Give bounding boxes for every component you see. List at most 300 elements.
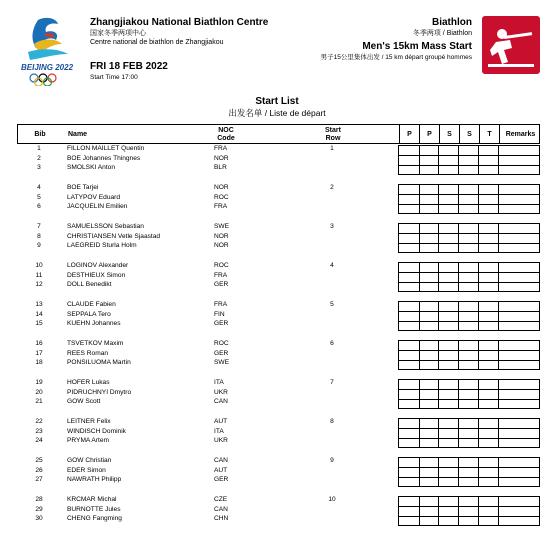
result-box-cell bbox=[438, 439, 458, 447]
venue-name-cn: 国家冬季两项中心 bbox=[90, 30, 146, 37]
result-box-cell bbox=[498, 419, 539, 428]
athlete-bib: 14 bbox=[35, 310, 43, 318]
result-box-cell bbox=[438, 166, 458, 174]
result-box-cell bbox=[399, 390, 419, 398]
athlete-bib: 6 bbox=[37, 203, 41, 211]
col-standing-1: S bbox=[439, 125, 459, 144]
result-box-cell bbox=[438, 419, 458, 428]
result-box-cell bbox=[498, 458, 539, 467]
result-box-cell bbox=[478, 156, 498, 164]
athlete-noc: GER bbox=[214, 349, 229, 357]
result-box-cell bbox=[399, 166, 419, 174]
result-box-cell bbox=[498, 312, 539, 320]
athlete-noc: NOR bbox=[214, 242, 229, 250]
result-boxes bbox=[398, 184, 540, 214]
result-box-row bbox=[399, 399, 539, 408]
col-noc-line2: Code bbox=[217, 134, 235, 142]
result-box-cell bbox=[498, 400, 539, 408]
result-box-cell bbox=[478, 244, 498, 252]
athlete-name: SAMUELSSON Sebastian bbox=[67, 223, 144, 230]
result-box-cell bbox=[438, 205, 458, 213]
athlete-bib: 15 bbox=[35, 320, 43, 328]
result-box-cell bbox=[438, 458, 458, 467]
result-box-cell bbox=[458, 419, 478, 428]
athlete-bib: 13 bbox=[35, 301, 43, 308]
event-date: FRI 18 FEB 2022 bbox=[90, 61, 168, 72]
result-box-cell bbox=[399, 517, 419, 525]
svg-text:BEIJING 2022: BEIJING 2022 bbox=[20, 63, 74, 72]
result-boxes bbox=[398, 262, 540, 292]
start-row-number: 4 bbox=[330, 262, 334, 269]
athlete-noc: GER bbox=[214, 281, 229, 289]
result-box-cell bbox=[419, 302, 439, 311]
result-box-row bbox=[399, 185, 539, 194]
result-box-cell bbox=[399, 195, 419, 203]
result-box-cell bbox=[399, 458, 419, 467]
start-row-number: 2 bbox=[330, 184, 334, 191]
col-start-row bbox=[318, 125, 348, 144]
result-box-row bbox=[399, 497, 539, 506]
result-box-cell bbox=[419, 478, 439, 486]
result-box-cell bbox=[419, 361, 439, 369]
start-row-number: 6 bbox=[330, 340, 334, 347]
athlete-noc: NOR bbox=[214, 184, 229, 191]
result-box-cell bbox=[458, 205, 478, 213]
result-box-cell bbox=[458, 312, 478, 320]
result-box-cell bbox=[458, 390, 478, 398]
result-box-cell bbox=[478, 283, 498, 291]
result-box-cell bbox=[438, 195, 458, 203]
result-box-cell bbox=[458, 234, 478, 242]
athlete-bib: 19 bbox=[35, 379, 43, 386]
result-box-cell bbox=[399, 302, 419, 311]
athlete-bib: 21 bbox=[35, 398, 43, 406]
athlete-bib: 9 bbox=[37, 242, 41, 250]
result-box-cell bbox=[419, 351, 439, 359]
athlete-noc: CAN bbox=[214, 457, 228, 464]
athlete-noc: NOR bbox=[214, 232, 229, 240]
sport-name-sub: 冬季两项 / Biathlon bbox=[412, 30, 472, 37]
result-box-cell bbox=[478, 380, 498, 389]
result-box-row bbox=[399, 419, 539, 428]
result-box-cell bbox=[438, 322, 458, 330]
result-box-cell bbox=[478, 195, 498, 203]
result-box-cell bbox=[399, 322, 419, 330]
venue-name: Zhangjiakou National Biathlon Centre bbox=[90, 17, 269, 28]
athlete-noc: FRA bbox=[214, 145, 228, 152]
result-box-cell bbox=[478, 517, 498, 525]
result-box-row bbox=[399, 389, 539, 398]
result-box-cell bbox=[399, 205, 419, 213]
result-box-cell bbox=[478, 146, 498, 155]
athlete-noc: FIN bbox=[214, 310, 225, 318]
result-box-cell bbox=[498, 185, 539, 194]
athlete-noc: UKR bbox=[214, 437, 228, 445]
result-box-cell bbox=[478, 361, 498, 369]
result-box-cell bbox=[458, 244, 478, 252]
result-box-cell bbox=[419, 380, 439, 389]
result-box-row bbox=[399, 506, 539, 515]
result-box-cell bbox=[498, 468, 539, 476]
result-box-cell bbox=[498, 429, 539, 437]
result-box-cell bbox=[458, 497, 478, 506]
result-box-cell bbox=[458, 458, 478, 467]
athlete-name: REES Roman bbox=[67, 349, 109, 357]
result-box-cell bbox=[438, 507, 458, 515]
result-box-row bbox=[399, 155, 539, 164]
result-box-row bbox=[399, 302, 539, 311]
athlete-bib: 24 bbox=[35, 437, 43, 445]
result-box-cell bbox=[438, 351, 458, 359]
result-box-cell bbox=[419, 507, 439, 515]
event-name: Men's 15km Mass Start bbox=[362, 41, 472, 52]
athlete-name: BOE Johannes Thingnes bbox=[67, 154, 141, 162]
result-box-cell bbox=[419, 224, 439, 233]
table-header bbox=[17, 124, 540, 144]
athlete-bib: 20 bbox=[35, 388, 43, 396]
result-box-cell bbox=[419, 322, 439, 330]
date-info bbox=[90, 61, 168, 82]
start-row-number: 3 bbox=[330, 223, 334, 230]
result-box-cell bbox=[438, 224, 458, 233]
result-box-row bbox=[399, 263, 539, 272]
result-box-cell bbox=[399, 478, 419, 486]
athlete-noc: AUT bbox=[214, 466, 228, 474]
result-box-cell bbox=[399, 351, 419, 359]
result-box-cell bbox=[438, 517, 458, 525]
result-box-cell bbox=[399, 244, 419, 252]
result-boxes bbox=[398, 301, 540, 331]
result-box-row bbox=[399, 146, 539, 155]
result-box-cell bbox=[399, 146, 419, 155]
result-box-cell bbox=[498, 361, 539, 369]
result-box-cell bbox=[419, 156, 439, 164]
athlete-name: BURNOTTE Jules bbox=[67, 505, 121, 513]
result-box-cell bbox=[438, 146, 458, 155]
result-box-cell bbox=[458, 400, 478, 408]
result-box-cell bbox=[458, 156, 478, 164]
athlete-noc: FRA bbox=[214, 301, 228, 308]
result-box-row bbox=[399, 428, 539, 437]
athlete-noc: CAN bbox=[214, 505, 228, 513]
col-standing-2: S bbox=[459, 125, 479, 144]
result-box-row bbox=[399, 194, 539, 203]
result-box-cell bbox=[419, 166, 439, 174]
athlete-noc: CAN bbox=[214, 398, 228, 406]
result-box-cell bbox=[498, 195, 539, 203]
result-box-cell bbox=[478, 400, 498, 408]
result-box-cell bbox=[438, 234, 458, 242]
athlete-noc: FRA bbox=[214, 203, 228, 211]
result-box-cell bbox=[438, 478, 458, 486]
result-box-cell bbox=[498, 273, 539, 281]
result-box-cell bbox=[399, 283, 419, 291]
athlete-noc: GER bbox=[214, 476, 229, 484]
result-box-cell bbox=[399, 507, 419, 515]
result-box-cell bbox=[458, 283, 478, 291]
athlete-name: LEITNER Felix bbox=[67, 418, 111, 425]
result-box-row bbox=[399, 233, 539, 242]
result-box-cell bbox=[478, 302, 498, 311]
result-box-cell bbox=[498, 439, 539, 447]
athlete-name: PRYMA Artem bbox=[67, 437, 110, 445]
athlete-noc: ROC bbox=[214, 262, 229, 269]
athlete-bib: 23 bbox=[35, 427, 43, 435]
athlete-name: CLAUDE Fabien bbox=[67, 301, 116, 308]
result-box-cell bbox=[458, 273, 478, 281]
athlete-noc: ROC bbox=[214, 340, 229, 347]
result-box-cell bbox=[419, 312, 439, 320]
result-box-cell bbox=[438, 244, 458, 252]
result-box-cell bbox=[498, 146, 539, 155]
result-box-cell bbox=[458, 507, 478, 515]
result-box-cell bbox=[458, 341, 478, 350]
result-box-cell bbox=[399, 497, 419, 506]
result-boxes bbox=[398, 496, 540, 526]
result-boxes bbox=[398, 340, 540, 370]
result-box-cell bbox=[399, 468, 419, 476]
result-box-cell bbox=[399, 341, 419, 350]
athlete-bib: 28 bbox=[35, 496, 43, 503]
result-box-cell bbox=[458, 478, 478, 486]
athlete-bib: 2 bbox=[37, 154, 41, 162]
result-box-row bbox=[399, 243, 539, 252]
result-box-cell bbox=[399, 380, 419, 389]
result-box-cell bbox=[458, 429, 478, 437]
result-box-cell bbox=[419, 458, 439, 467]
start-row-number: 10 bbox=[328, 496, 336, 503]
result-box-cell bbox=[438, 468, 458, 476]
result-box-cell bbox=[438, 429, 458, 437]
result-box-cell bbox=[419, 283, 439, 291]
athlete-bib: 25 bbox=[35, 457, 43, 464]
result-box-cell bbox=[438, 390, 458, 398]
result-box-cell bbox=[478, 224, 498, 233]
result-box-cell bbox=[419, 429, 439, 437]
result-box-cell bbox=[438, 185, 458, 194]
athlete-name: JACQUELIN Emilien bbox=[67, 203, 128, 211]
athlete-noc: NOR bbox=[214, 154, 229, 162]
athlete-name: WINDISCH Dominik bbox=[67, 427, 126, 435]
result-box-cell bbox=[478, 468, 498, 476]
result-box-row bbox=[399, 467, 539, 476]
result-box-cell bbox=[478, 185, 498, 194]
page-subtitle: 出发名单 / Liste de départ bbox=[228, 108, 326, 118]
result-box-cell bbox=[498, 205, 539, 213]
athlete-noc: GER bbox=[214, 320, 229, 328]
result-box-cell bbox=[498, 351, 539, 359]
athlete-name: HOFER Lukas bbox=[67, 379, 110, 386]
result-box-cell bbox=[478, 273, 498, 281]
result-box-cell bbox=[498, 263, 539, 272]
result-box-row bbox=[399, 224, 539, 233]
athlete-name: DESTHIEUX Simon bbox=[67, 271, 126, 279]
athlete-name: SMOLSKI Anton bbox=[67, 164, 116, 172]
athlete-name: TSVETKOV Maxim bbox=[67, 340, 124, 347]
result-box-cell bbox=[438, 341, 458, 350]
result-box-cell bbox=[438, 497, 458, 506]
result-box-cell bbox=[399, 312, 419, 320]
result-box-cell bbox=[498, 380, 539, 389]
athlete-name: SEPPALA Tero bbox=[67, 310, 111, 318]
athlete-bib: 29 bbox=[35, 505, 43, 513]
athlete-name: EDER Simon bbox=[67, 466, 106, 474]
result-box-cell bbox=[478, 166, 498, 174]
result-box-cell bbox=[478, 439, 498, 447]
result-box-cell bbox=[419, 273, 439, 281]
athlete-name: LOGINOV Alexander bbox=[67, 262, 129, 269]
result-box-cell bbox=[419, 468, 439, 476]
athlete-noc: CZE bbox=[214, 496, 228, 503]
result-box-cell bbox=[419, 390, 439, 398]
result-box-cell bbox=[419, 517, 439, 525]
result-box-cell bbox=[498, 478, 539, 486]
result-box-cell bbox=[419, 419, 439, 428]
athlete-name: KRCMAR Michal bbox=[67, 496, 117, 503]
result-box-cell bbox=[498, 517, 539, 525]
start-list-table bbox=[17, 124, 540, 523]
result-box-cell bbox=[478, 205, 498, 213]
col-prone-2: P bbox=[419, 125, 439, 144]
athlete-bib: 27 bbox=[35, 476, 43, 484]
athlete-noc: UKR bbox=[214, 388, 228, 396]
result-box-cell bbox=[399, 419, 419, 428]
venue-name-fr: Centre national de biathlon de Zhangjiakou bbox=[90, 39, 224, 46]
result-box-cell bbox=[498, 341, 539, 350]
result-box-cell bbox=[478, 478, 498, 486]
result-box-cell bbox=[478, 458, 498, 467]
result-box-row bbox=[399, 350, 539, 359]
result-box-cell bbox=[478, 341, 498, 350]
result-box-cell bbox=[458, 302, 478, 311]
result-box-cell bbox=[478, 497, 498, 506]
result-box-cell bbox=[478, 263, 498, 272]
athlete-bib: 11 bbox=[35, 271, 43, 279]
athlete-noc: ITA bbox=[214, 427, 224, 435]
col-start-line2: Row bbox=[325, 134, 341, 142]
athlete-name: PONSILUOMA Martin bbox=[67, 359, 131, 367]
event-info bbox=[321, 17, 472, 62]
athlete-bib: 18 bbox=[35, 359, 43, 367]
result-boxes bbox=[398, 145, 540, 175]
start-row-number: 5 bbox=[330, 301, 334, 308]
result-box-cell bbox=[438, 361, 458, 369]
result-box-cell bbox=[399, 234, 419, 242]
result-box-cell bbox=[399, 263, 419, 272]
start-row-number: 8 bbox=[330, 418, 334, 425]
athlete-bib: 12 bbox=[35, 281, 43, 289]
result-box-cell bbox=[399, 156, 419, 164]
result-box-cell bbox=[458, 351, 478, 359]
result-box-cell bbox=[419, 185, 439, 194]
result-box-cell bbox=[438, 273, 458, 281]
athlete-name: DOLL Benedikt bbox=[67, 281, 112, 289]
result-box-row bbox=[399, 341, 539, 350]
result-box-cell bbox=[419, 205, 439, 213]
result-box-cell bbox=[419, 234, 439, 242]
athlete-bib: 22 bbox=[35, 418, 43, 425]
result-box-cell bbox=[498, 390, 539, 398]
athlete-name: GOW Scott bbox=[67, 398, 101, 406]
result-box-cell bbox=[458, 361, 478, 369]
result-box-cell bbox=[498, 283, 539, 291]
athlete-name: GOW Christian bbox=[67, 457, 112, 464]
result-box-cell bbox=[478, 312, 498, 320]
result-box-cell bbox=[399, 361, 419, 369]
athlete-name: CHENG Fangming bbox=[67, 515, 122, 523]
result-box-cell bbox=[498, 156, 539, 164]
result-box-cell bbox=[438, 400, 458, 408]
result-box-row bbox=[399, 204, 539, 213]
result-box-row bbox=[399, 311, 539, 320]
result-box-cell bbox=[438, 302, 458, 311]
result-box-cell bbox=[458, 380, 478, 389]
result-box-cell bbox=[399, 185, 419, 194]
athlete-bib: 16 bbox=[35, 340, 43, 347]
athlete-bib: 5 bbox=[37, 193, 41, 201]
athlete-noc: ITA bbox=[214, 379, 224, 386]
result-box-cell bbox=[498, 234, 539, 242]
result-box-cell bbox=[438, 312, 458, 320]
sport-name: Biathlon bbox=[432, 17, 472, 28]
result-box-cell bbox=[458, 224, 478, 233]
result-box-cell bbox=[419, 439, 439, 447]
athlete-name: NAWRATH Philipp bbox=[67, 476, 122, 484]
result-box-cell bbox=[438, 380, 458, 389]
result-box-cell bbox=[498, 166, 539, 174]
result-box-cell bbox=[478, 234, 498, 242]
athlete-bib: 3 bbox=[37, 164, 41, 172]
result-box-row bbox=[399, 272, 539, 281]
athlete-noc: CHN bbox=[214, 515, 229, 523]
start-time: Start Time 17:00 bbox=[90, 74, 138, 81]
result-box-cell bbox=[478, 419, 498, 428]
result-box-cell bbox=[458, 439, 478, 447]
athlete-name: FILLON MAILLET Quentin bbox=[67, 145, 145, 152]
result-box-cell bbox=[478, 322, 498, 330]
athlete-name: PIDRUCHNYI Dmytro bbox=[67, 388, 132, 396]
result-box-cell bbox=[498, 302, 539, 311]
athlete-name: LAEGREID Sturla Holm bbox=[67, 242, 137, 250]
result-box-cell bbox=[498, 507, 539, 515]
result-box-row bbox=[399, 321, 539, 330]
athlete-bib: 1 bbox=[37, 145, 41, 152]
col-total: T bbox=[479, 125, 499, 144]
athlete-bib: 4 bbox=[37, 184, 41, 191]
start-row-number: 7 bbox=[330, 379, 334, 386]
athlete-noc: SWE bbox=[214, 223, 230, 230]
result-box-cell bbox=[399, 224, 419, 233]
athlete-name: CHRISTIANSEN Vetle Sjaastad bbox=[67, 232, 161, 240]
col-noc-line1: NOC bbox=[218, 126, 234, 134]
start-row-number: 1 bbox=[330, 145, 334, 152]
result-box-cell bbox=[458, 166, 478, 174]
athlete-noc: SWE bbox=[214, 359, 230, 367]
result-box-cell bbox=[458, 322, 478, 330]
result-box-cell bbox=[419, 244, 439, 252]
athlete-name: LATYPOV Eduard bbox=[67, 193, 121, 201]
result-boxes bbox=[398, 379, 540, 409]
col-name: Name bbox=[68, 130, 88, 138]
col-bib: Bib bbox=[34, 130, 46, 138]
result-box-cell bbox=[458, 146, 478, 155]
result-box-cell bbox=[399, 400, 419, 408]
result-box-row bbox=[399, 516, 539, 525]
col-start-line1: Start bbox=[325, 126, 341, 134]
athlete-bib: 7 bbox=[37, 223, 41, 230]
result-box-row bbox=[399, 282, 539, 291]
athlete-noc: AUT bbox=[214, 418, 228, 425]
